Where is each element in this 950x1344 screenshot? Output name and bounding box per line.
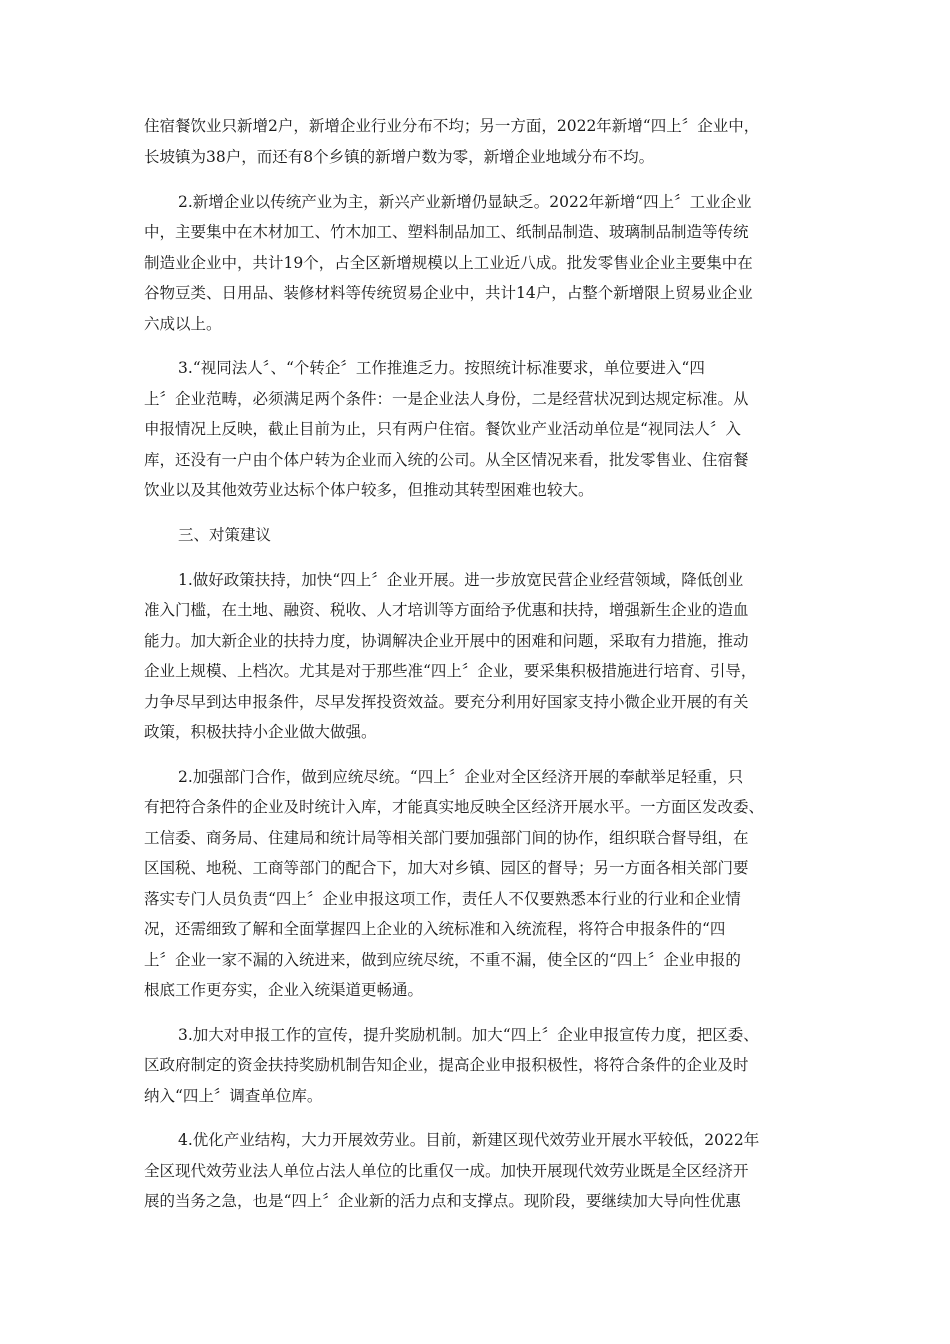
text-line: 申报情况上反映，截止目前为止，只有两户住宿。餐饮业产业活动单位是“视同法人〞入 [144,420,741,438]
text-line: 2.加强部门合作，做到应统尽统。“四上〞企业对全区经济开展的奉献举足轻重，只 [178,768,744,786]
text-line: 落实专门人员负责“四上〞企业申报这项工作，责任人不仅要熟悉本行业的行业和企业情 [144,890,741,908]
text-line: 库，还没有一户由个体户转为企业而入统的公司。从全区情况来看，批发零售业、住宿餐 [144,451,749,469]
text-line: 住宿餐饮业只新增2户，新增企业行业分布不均；另一方面，2022年新增“四上〞企业中， [144,117,760,135]
text-line: 准入门槛，在土地、融资、税收、人才培训等方面给予优惠和扶持，增强新生企业的造血 [144,601,749,619]
text-line: 饮业以及其他效劳业达标个体户较多，但推动其转型困难也较大。 [144,481,594,499]
text-line: 制造业企业中，共计19个，占全区新增规模以上工业近八成。批发零售业企业主要集中在 [144,254,753,272]
text-line: 长坡镇为38户，而还有8个乡镇的新增户数为零，新增企业地域分布不均。 [144,148,655,166]
text-line: 上〞企业范畴，必须满足两个条件：一是企业法人身份，二是经营状况到达规定标准。从 [144,390,749,408]
section-heading: 三、对策建议 [178,526,272,544]
text-line: 企业上规模、上档次。尤其是对于那些准“四上〞企业，要采集积极措施进行培育、引导， [144,662,757,680]
text-line: 有把符合条件的企业及时统计入库，才能真实地反映全区经济开展水平。一方面区发改委、 [144,798,765,816]
text-line: 工信委、商务局、住建局和统计局等相关部门要加强部门间的协作，组织联合督导组，在 [144,829,749,847]
text-line: 区国税、地税、工商等部门的配合下，加大对乡镇、园区的督导；另一方面各相关部门要 [144,859,749,877]
text-line: 六成以上。 [144,315,222,333]
text-line: 区政府制定的资金扶持奖励机制告知企业，提高企业申报积极性，将符合条件的企业及时 [144,1056,749,1074]
text-line: 展的当务之急，也是“四上〞企业新的活力点和支撑点。现阶段，要继续加大导向性优惠 [144,1192,741,1210]
text-line: 根底工作更夯实，企业入统渠道更畅通。 [144,981,424,999]
text-line: 上〞企业一家不漏的入统进来，做到应统尽统，不重不漏，使全区的“四上〞企业申报的 [144,951,741,969]
text-line: 况，还需细致了解和全面掌握四上企业的入统标准和入统流程，将符合申报条件的“四 [144,920,726,938]
text-line: 能力。加大新企业的扶持力度，协调解决企业开展中的困难和问题，采取有力措施，推动 [144,632,749,650]
text-line: 3.加大对申报工作的宣传，提升奖励机制。加大“四上〞企业申报宣传力度，把区委、 [178,1026,759,1044]
text-line: 政策，积极扶持小企业做大做强。 [144,723,377,741]
text-line: 1.做好政策扶持，加快“四上〞企业开展。进一步放宽民营企业经营领域，降低创业 [178,571,744,589]
text-line: 全区现代效劳业法人单位占法人单位的比重仅一成。加快开展现代效劳业既是全区经济开 [144,1162,749,1180]
text-line: 2.新增企业以传统产业为主，新兴产业新增仍显缺乏。2022年新增“四上〞工业企业 [178,193,752,211]
text-line: 力争尽早到达申报条件，尽早发挥投资效益。要充分利用好国家支持小微企业开展的有关 [144,693,749,711]
text-line: 纳入“四上〞调查单位库。 [144,1087,323,1105]
text-line: 3.“视同法人〞、“个转企〞工作推進乏力。按照统计标准要求，单位要进入“四 [178,359,705,377]
text-line: 4.优化产业结构，大力开展效劳业。目前，新建区现代效劳业开展水平较低，2022年 [178,1131,760,1149]
text-line: 中，主要集中在木材加工、竹木加工、塑料制品加工、纸制品制造、玻璃制品制造等传统 [144,223,749,241]
text-line: 谷物豆类、日用品、装修材料等传统贸易企业中，共计14户，占整个新增限上贸易业企业 [144,284,753,302]
